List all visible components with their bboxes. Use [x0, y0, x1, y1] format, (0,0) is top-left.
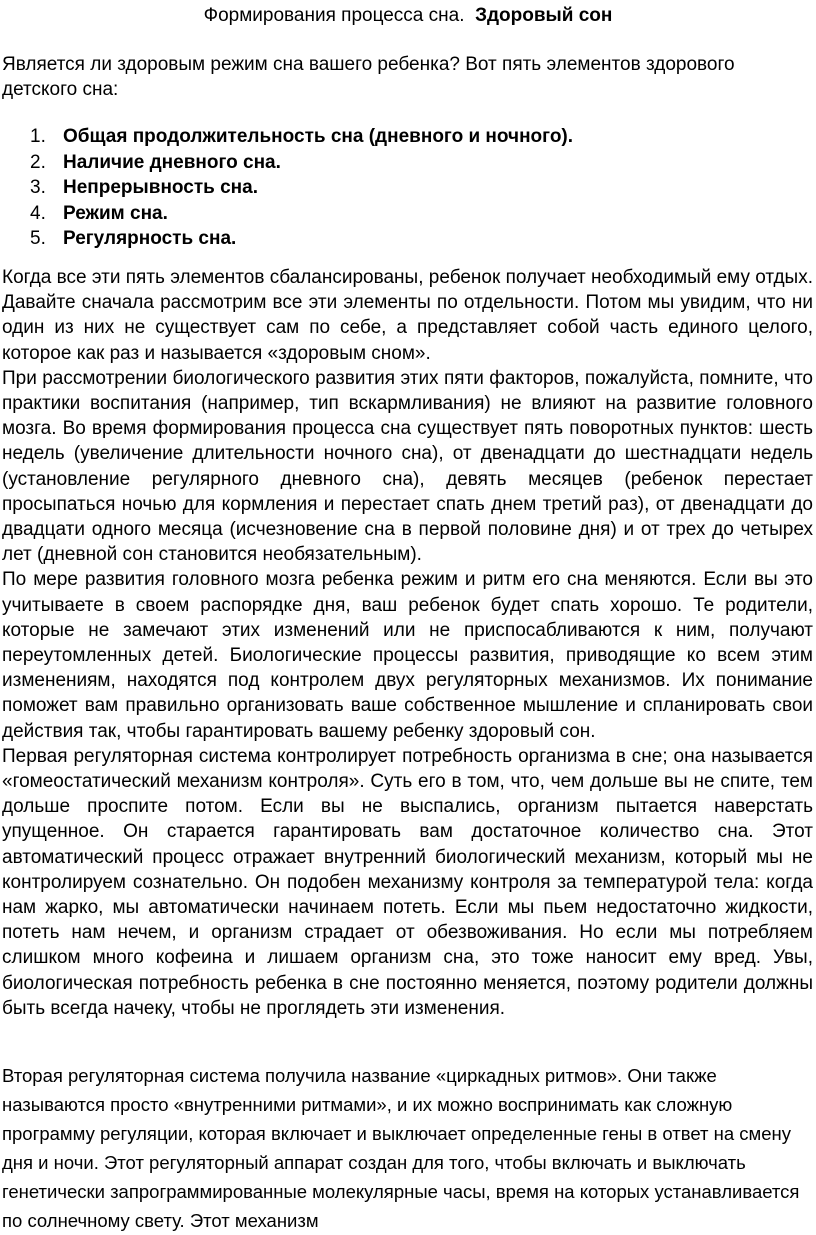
list-item-text: Наличие дневного сна.: [63, 151, 281, 173]
list-item-number: 5.: [30, 228, 46, 249]
document-title: [0, 4, 816, 28]
paragraph: Когда все эти пять элементов сбалансированы, ребенок получает необходимый ему отдых. Давайте сначала рассмотрим все эти элементы по отдельности. Потом мы увидим, что ни один из них не существует сам по себе, а представляет собой часть единого целого, которое как раз и называется «здоровым сном».: [2, 267, 813, 364]
list-item: [2, 150, 573, 176]
list-item-text: Общая продолжительность сна (дневного и ночного).: [63, 126, 574, 147]
list-item-text: Режим сна.: [63, 202, 168, 224]
list-item-text: Непрерывность сна.: [63, 177, 259, 198]
list-item-number: 3.: [30, 177, 46, 198]
sleep-elements-list: [2, 124, 573, 252]
paragraph: Первая регуляторная система контролирует потребность организма в сне; она называется «гомеостатический механизм контроля». Суть его в том, что, чем дольше вы не спите, тем дольше проспите потом. Если вы не выспались, организм пытается наверстать упущенное. Он старается гарантировать вам достаточное количество сна. Этот автоматический процесс отражает внутренний биологический механизм, который мы не контролируем сознательно. Он подобен механизму контроля за температурой тела: когда нам жарко, мы автоматически начинаем потеть. Если мы пьем недостаточно жидкости, потеть нам нечем, и организм страдает от обезвоживания. Но если мы потребляем слишком много кофеина и лишаем организм сна, это тоже наносит ему вред. Увы, биологическая потребность ребенка в сне постоянно меняется, поэтому родители должны быть всегда начеку, чтобы не проглядеть эти изменения.: [2, 745, 813, 1019]
list-item-number: 1.: [30, 126, 46, 147]
last-paragraph: Вторая регуляторная система получила название «циркадных ритмов». Они также называются просто «внутренними ритмами», и их можно воспринимать как сложную программу регуляции, которая включает и выключает определенные гены в ответ на смену дня и ночи. Этот регуляторный аппарат создан для того, чтобы включать и выключать генетически запрограммированные молекулярные часы, время на которых устанавливается по солнечному свету. Этот механизм: [2, 1065, 800, 1231]
title-text: Формирования процесса сна.: [203, 5, 465, 26]
list-item-number: 4.: [30, 202, 46, 224]
title-bold-text: Здоровый сон: [475, 5, 613, 26]
body-text: [2, 265, 813, 1021]
list-item: [2, 201, 573, 227]
list-item: [2, 175, 573, 201]
list-item: [2, 226, 573, 252]
list-item: [2, 124, 573, 150]
list-item-text: Регулярность сна.: [63, 228, 237, 249]
paragraph: По мере развития головного мозга ребенка режим и ритм его сна меняются. Если вы это учитываете в своем распорядке дня, ваш ребенок будет спать хорошо. Те родители, которые не замечают этих изменений или не приспосабливаются к ним, получают переутомленных детей. Биологические процессы развития, приводящие ко всем этим изменениям, находятся под контролем двух регуляторных механизмов. Их понимание поможет вам правильно организовать ваше собственное мышление и спланировать свои действия так, чтобы гарантировать вашему ребенку здоровый сон.: [2, 569, 813, 742]
paragraph: При рассмотрении биологического развития этих пяти факторов, пожалуйста, помните, что практики воспитания (например, тип вскармливания) не влияют на развитие головного мозга. Во время формирования процесса сна существует пять поворотных пунктов: шесть недель (увеличение длительности ночного сна), от двенадцати до шестнадцати недель (установление регулярного дневного сна), девять месяцев (ребенок перестает просыпаться ночью для кормления и перестает спать днем третий раз), от двенадцати до двадцати одного месяца (исчезновение сна в первой половине дня) и от трех до четырех лет (дневной сон становится необязательным).: [2, 367, 813, 566]
list-item-number: 2.: [30, 151, 46, 173]
intro-paragraph: Является ли здоровым режим сна вашего ребенка? Вот пять элементов здорового детского сна:: [2, 54, 735, 100]
